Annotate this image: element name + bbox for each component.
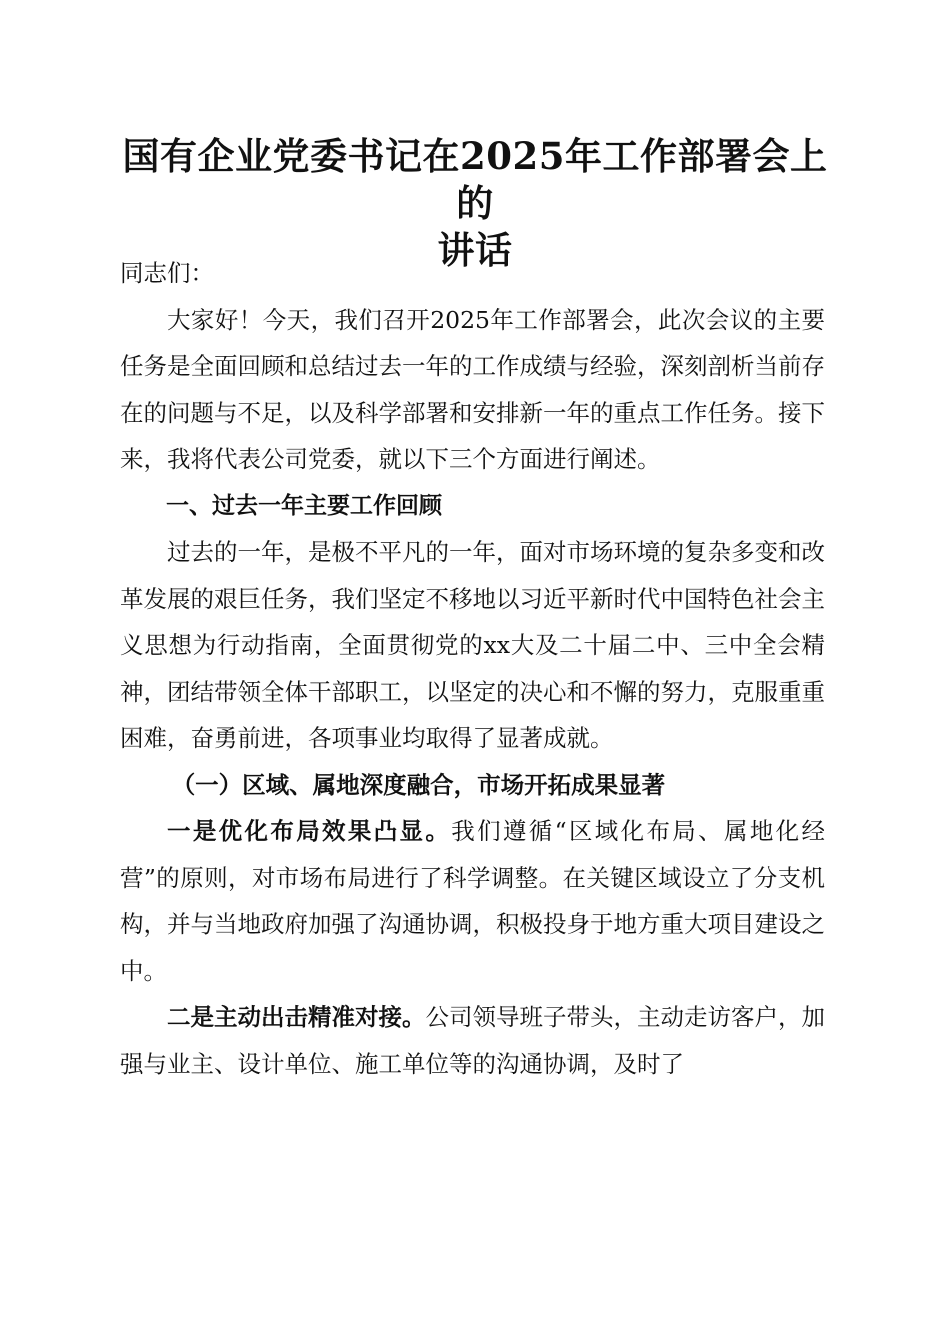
point-1-paragraph xyxy=(120,808,825,994)
section-1-paragraph: 过去的一年，是极不平凡的一年，面对市场环境的复杂多变和改革发展的艰巨任务，我们坚定不移地以习近平新时代中国特色社会主义思想为行动指南，全面贯彻党的xx大及二十届二中、三中全会精神，团结带领全体干部职工，以坚定的决心和不懈的努力，克服重重困难，奋勇前进，各项事业均取得了显著成就。 xyxy=(120,538,825,752)
section-heading-1: 一、过去一年主要工作回顾 xyxy=(166,492,442,519)
subsection-heading-1: （一）区域、属地深度融合，市场开拓成果显著 xyxy=(171,770,666,799)
document-body xyxy=(120,250,825,1087)
salutation: 同志们： xyxy=(120,259,214,287)
point-2-text: 公司领导班子带头，主动走访客户，加强与业主、设计单位、施工单位等的沟通协调，及时了 xyxy=(120,1003,825,1078)
point-2-paragraph xyxy=(120,994,825,1087)
point-1-lead: 一是优化布局效果凸显。 xyxy=(167,817,452,845)
title-line-2: 讲话 xyxy=(437,228,513,272)
point-1-text: 我们遵循“区域化布局、属地化经营”的原则，对市场布局进行了科学调整。在关键区域设立了分支机构，并与当地政府加强了沟通协调，积极投身于地方重大项目建设之中。 xyxy=(120,817,825,985)
point-2-lead: 二是主动出击精准对接。 xyxy=(167,1003,426,1031)
intro-paragraph: 大家好！今天，我们召开2025年工作部署会，此次会议的主要任务是全面回顾和总结过去一年的工作成绩与经验，深刻剖析当前存在的问题与不足，以及科学部署和安排新一年的重点工作任务。接下来，我将代表公司党委，就以下三个方面进行阐述。 xyxy=(120,305,825,473)
title-line-1: 国有企业党委书记在2025年工作部署会上的 xyxy=(122,134,828,225)
